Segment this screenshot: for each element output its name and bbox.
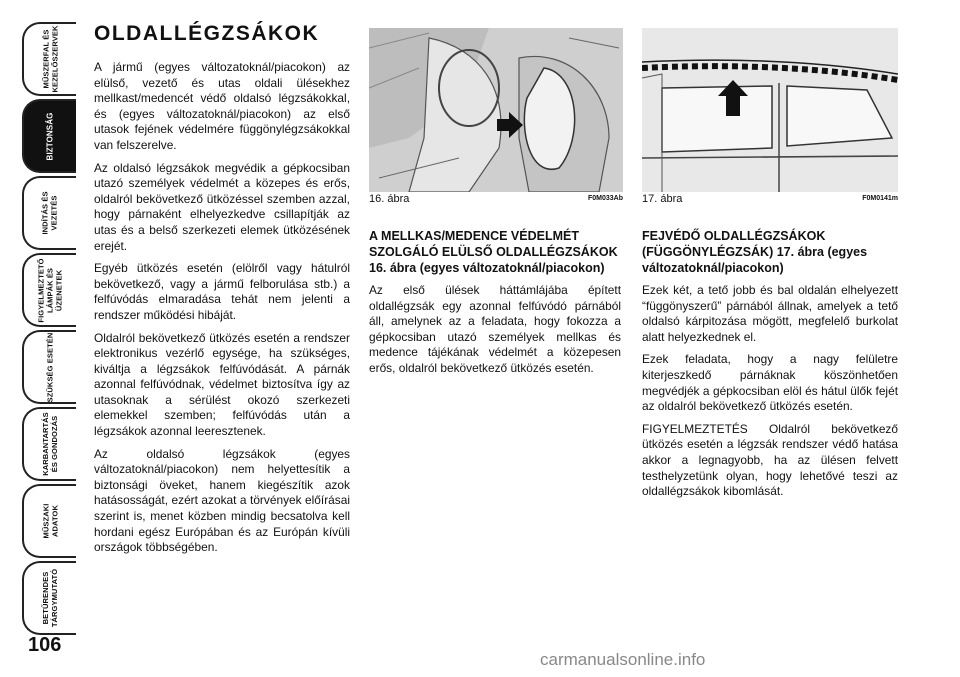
paragraph: Az első ülések háttámlájába épített oldallégzsák egy azonnal felfúvódó párnából áll, amelynek az a feladata, hogy fokozza a gépkocsiban utazó személyek mellkas és medence tájékának védelmét a közepesen erős, oldalról bekövetkező ütközés esetén. xyxy=(369,283,621,375)
section-heading: A MELLKAS/MEDENCE VÉDELMÉT SZOLGÁLÓ ELÜLSŐ OLDALLÉGZSÁKOK 16. ábra (egyes változatoknál/piacokon) xyxy=(369,229,618,275)
tab-karbantartas[interactable] xyxy=(22,407,76,481)
tab-label: MŰSZAKI ADATOK xyxy=(41,503,59,539)
tab-label: BETŰRENDES TÁRGYMUTATÓ xyxy=(41,568,60,628)
main-column xyxy=(94,22,350,563)
paragraph: Oldalról bekövetkező ütközés esetén a rendszer elektronikus vezérlő egysége, ha szükséges, kiváltja a légzsákok felfúvódását. A párnák azonnal felfúvódnak, védelmet biztosítva így az utasoknak a sérülést okozó szerkezeti elemekkel szemben; felfúvódás után a légzsákok azonnal leeresztenek. xyxy=(94,330,350,439)
paragraph: A jármű (egyes változatoknál/piacokon) az elülső, vezető és utas oldali ülésekhez mellkast/medencét védő oldalsó légzsákokkal, és (egyes változatoknál/piacokon) az első utasok fejének védelmére függönylégzsákokkal van felszerelve. xyxy=(94,60,350,152)
paragraph: Az oldalsó légzsákok (egyes változatoknál/piacokon) nem helyettesítik a biztonsági öveket, hanem kiegészítik azok hatásosságát, ezért azokat a törvények előírásai szerint is, menet közben mindig becsatolva kell hordani egész Európában és az Európán kívüli országok többségében. xyxy=(94,446,350,555)
car-side-illustration xyxy=(642,28,898,192)
section-curtain-airbag xyxy=(642,228,898,507)
tab-muszerfal[interactable] xyxy=(22,22,76,96)
page-number: 106 xyxy=(28,634,62,656)
tab-label: FIGYELMEZTETŐ LÁMPÁK ÉS ÜZENETEK xyxy=(36,257,64,323)
tab-label: BIZTONSÁG xyxy=(45,112,55,160)
figure-label: 16. ábra xyxy=(369,193,410,205)
paragraph: Ezek két, a tető jobb és bal oldalán elhelyezett “függönyszerű” párnából állnak, amelyek a tető oldalsó kárpitozása mögött, megfelelő burkolat alatt helyezkednek el. xyxy=(642,283,898,344)
figure-label: 17. ábra xyxy=(642,193,683,205)
tab-label: INDÍTÁS ÉS VEZETÉS xyxy=(41,191,59,235)
figure-17-curtain-airbag xyxy=(642,28,898,192)
watermark: carmanualsonline.info xyxy=(540,650,706,669)
paragraph: FIGYELMEZTETÉS Oldalról bekövetkező ütközés esetén a légzsák rendszer védő hatása akkor a legnagyobb, ha az ülésen felvett testhelyzetünk olyan, hogy lehetővé teszi az oldallégzsákok kibomlását. xyxy=(642,421,898,499)
arrow-up-icon xyxy=(716,78,750,118)
figure-17-caption xyxy=(642,193,898,207)
tab-targymutato[interactable] xyxy=(22,561,76,635)
tab-muszaki[interactable] xyxy=(22,484,76,558)
figure-16-seat-airbag xyxy=(369,28,623,192)
figure-code: F0M0141m xyxy=(862,195,898,202)
tab-biztonsag[interactable] xyxy=(22,99,76,173)
figure-code: F0M033Ab xyxy=(587,195,623,202)
page-title: OLDALLÉGZSÁKOK xyxy=(94,22,320,45)
section-chest-airbag xyxy=(369,228,621,384)
tab-figyelmezteto[interactable] xyxy=(22,253,76,327)
figure-16-caption xyxy=(369,193,623,207)
tab-label: SZÜKSÉG ESETÉN xyxy=(45,332,55,402)
section-tab-rail xyxy=(0,0,78,677)
tab-label: KARBANTARTÁS ÉS GONDOZÁS xyxy=(41,412,59,476)
tab-label: MŰSZERFAL ÉS KEZELŐSZERVEK xyxy=(41,25,60,93)
section-heading: FEJVÉDŐ OLDALLÉGZSÁKOK (FÜGGÖNYLÉGZSÁK) 17. ábra (egyes változatoknál/piacokon) xyxy=(642,229,868,275)
tab-inditas[interactable] xyxy=(22,176,76,250)
paragraph: Ezek feladata, hogy a nagy felületre kiterjeszkedő párnáknak köszönhetően megvédjék a gépkocsiban elöl és hátul ülők fejét az oldalról bekövetkező ütközés esetén. xyxy=(642,352,898,414)
arrow-right-icon xyxy=(495,110,525,140)
tab-szukseg[interactable] xyxy=(22,330,76,404)
paragraph: Egyéb ütközés esetén (elölről vagy hátulról bekövetkező, vagy a jármű felborulása stb.) a felfúvódás elmaradása tehát nem jelenti a rendszer működési hibáját. xyxy=(94,261,350,322)
paragraph: Az oldalsó légzsákok megvédik a gépkocsiban utazó személyek védelmét a közepes és erős, oldalról bekövetkező ütközéssel szemben azzal, hogy párnaként elhelyezkedve csillapítják az utas és a belső szerkezeti elemek ütközésének erejét. xyxy=(94,160,350,253)
